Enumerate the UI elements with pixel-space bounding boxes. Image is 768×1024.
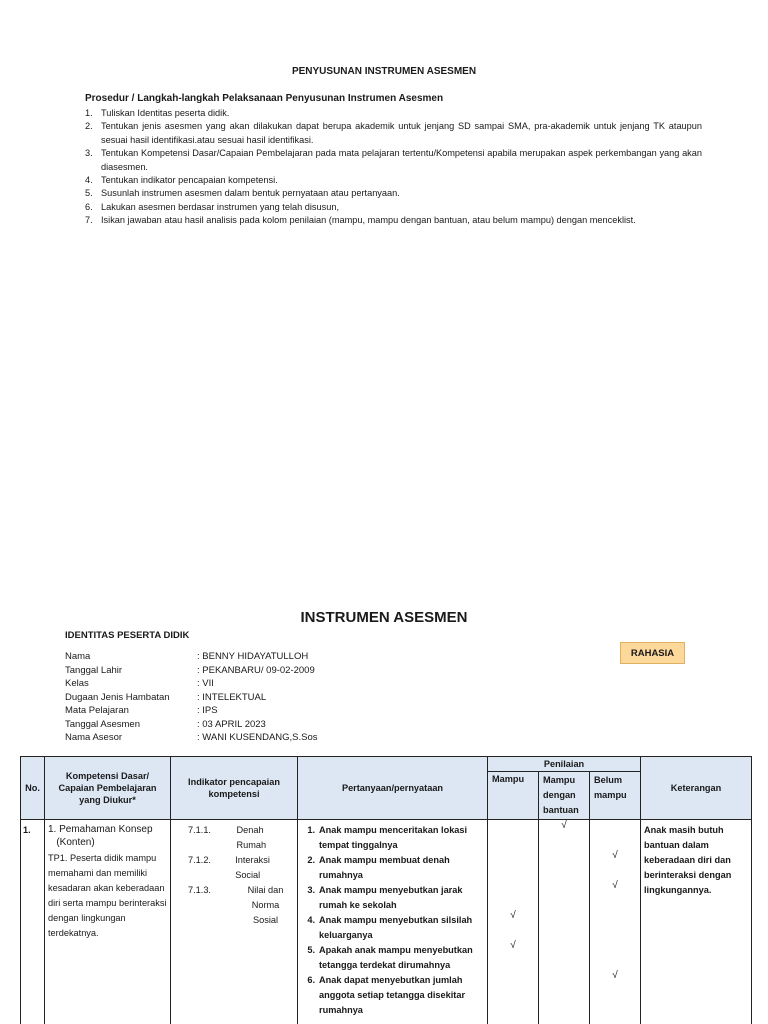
step-item: 2. Tentukan jenis asesmen yang akan dilakukan dapat berupa akademik untuk jenjang SD sampai SMA, pra-akademik untuk jenjang TK ataupun sesuai hasil identifikasi.atau sesuai hasil identifikasi.: [85, 121, 702, 145]
identity-row: Nama Asesor : WANI KUSENDANG,S.Sos: [65, 732, 318, 743]
header-indikator: Indikator pencapaian kompetensi: [171, 757, 298, 820]
header-mampu: Mampu: [488, 772, 539, 820]
question-item: 1. Anak mampu menceritakan lokasi tempat tinggalnya: [307, 825, 468, 850]
check-mark-icon: √: [612, 969, 618, 981]
question-item: 3. Anak mampu menyebutkan jarak rumah ke sekolah: [307, 885, 463, 910]
question-item: 6. Anak dapat menyebutkan jumlah anggota setiap tetangga disekitar rumahnya: [307, 975, 466, 1015]
header-penilaian: Penilaian: [488, 757, 641, 772]
keterangan-cell: Anak masih butuh bantuan dalam keberadaan diri dan berinteraksi dengan lingkungannya.: [641, 820, 752, 1024]
kompetensi-description: TP1. Peserta didik mampu memahami dan memiliki kesadaran akan keberadaan diri serta mampu berinteraksi dengan lingkungan terdekatnya.: [48, 853, 167, 938]
kompetensi-title: 1. Pemahaman Konsep (Konten): [48, 824, 153, 848]
question-item: 2. Anak mampu membuat denah rumahnya: [307, 855, 450, 880]
procedure-heading: Prosedur / Langkah-langkah Pelaksanaan Penyusunan Instrumen Asesmen: [85, 93, 444, 104]
header-kompetensi: Kompetensi Dasar/ Capaian Pembelajaran yang Diukur*: [45, 757, 171, 820]
check-mark-icon: √: [510, 909, 516, 921]
identity-row: Dugaan Jenis Hambatan : INTELEKTUAL: [65, 691, 267, 703]
step-item: 3. Tentukan Kompetensi Dasar/Capaian Pembelajaran pada mata pelajaran tertentu/Kompetensi apabila merupakan aspek perkembangan yang akan diasesmen.: [85, 148, 702, 172]
check-mark-icon: √: [561, 819, 567, 831]
pertanyaan-cell: [298, 820, 488, 1024]
mampu-bantuan-column: [539, 820, 590, 1024]
identity-row: Nama : BENNY HIDAYATULLOH: [65, 651, 309, 662]
check-mark-icon: √: [510, 939, 516, 951]
indikator-item: 7.1.2. Interaksi Social: [188, 855, 270, 880]
indikator-cell: [171, 820, 298, 1024]
check-mark-icon: √: [612, 879, 618, 891]
step-item: 5. Susunlah instrumen asesmen dalam bentuk pernyataan atau pertanyaan.: [85, 188, 400, 199]
header-pertanyaan: Pertanyaan/pernyataan: [298, 757, 488, 820]
header-mampu-bantuan: Mampu dengan bantuan: [539, 772, 590, 820]
header-no: No.: [21, 757, 45, 820]
procedure-steps: [85, 107, 702, 228]
step-item: 1. Tuliskan Identitas peserta didik.: [85, 108, 230, 118]
question-item: 4. Anak mampu menyebutkan silsilah keluarganya: [307, 915, 473, 940]
confidential-badge: RAHASIA: [620, 642, 685, 664]
header-keterangan: Keterangan: [641, 757, 752, 820]
indikator-item: 7.1.1. Denah Rumah: [188, 825, 267, 850]
page-title: PENYUSUNAN INSTRUMEN ASESMEN: [291, 66, 477, 77]
identity-block: [65, 650, 318, 745]
identity-row: Kelas : VII: [65, 678, 214, 689]
identity-row: Tanggal Lahir : PEKANBARU/ 09-02-2009: [65, 664, 315, 676]
identity-row: Mata Pelajaran : IPS: [65, 705, 218, 716]
instrument-title: INSTRUMEN ASESMEN: [300, 609, 468, 626]
belum-mampu-column: [590, 820, 641, 1024]
identity-row: Tanggal Asesmen : 03 APRIL 2023: [65, 718, 266, 730]
question-item: 5. Apakah anak mampu menyebutkan tetangga terdekat dirumahnya: [307, 945, 473, 970]
row-number: 1.: [21, 820, 45, 1024]
check-mark-icon: √: [612, 849, 618, 861]
assessment-table: [20, 756, 752, 1024]
step-item: 4. Tentukan indikator pencapaian kompetensi.: [85, 175, 278, 186]
mampu-column: [488, 820, 539, 1024]
header-belum-mampu: Belum mampu: [590, 772, 641, 820]
identity-heading: IDENTITAS PESERTA DIDIK: [65, 630, 190, 641]
kompetensi-cell: [45, 820, 171, 1024]
indikator-item: 7.1.3. Nilai dan Norma Sosial: [188, 885, 284, 925]
step-item: 6. Lakukan asesmen berdasar instrumen yang telah disusun,: [85, 201, 339, 212]
step-item: 7. Isikan jawaban atau hasil analisis pada kolom penilaian (mampu, mampu dengan bantuan, atau belum mampu) dengan menceklist.: [85, 215, 636, 226]
